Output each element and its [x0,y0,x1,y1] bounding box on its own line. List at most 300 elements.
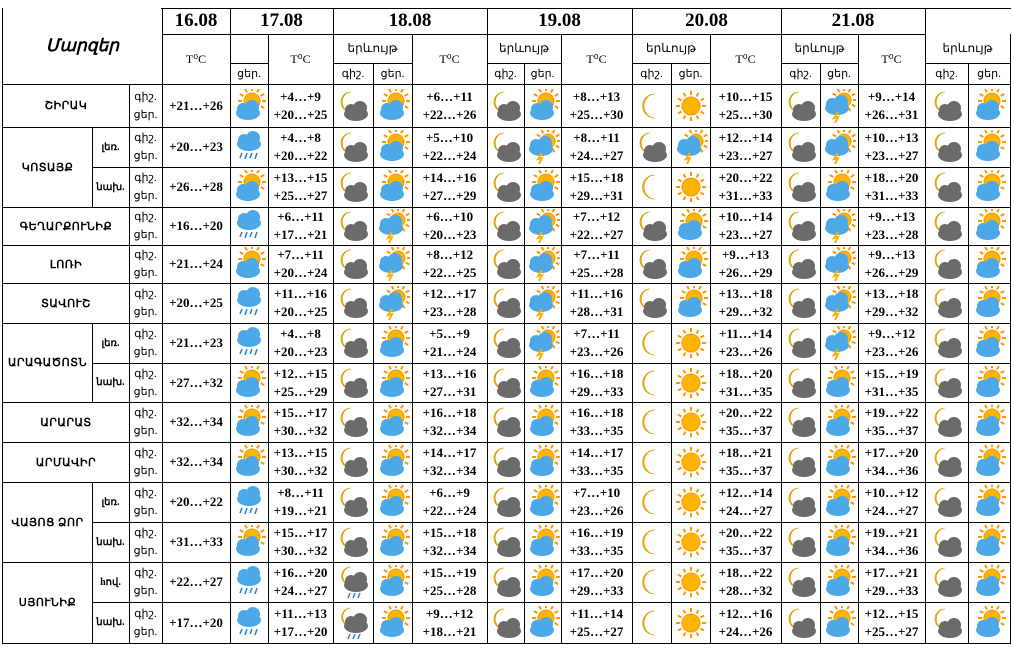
sun-cloud-icon [524,522,562,563]
sun-storm-icon [820,84,859,128]
moon-cloud-icon [333,207,374,246]
day-temp: +29…+33 [864,583,919,598]
night-label: գիշ. [134,90,157,103]
night-temp: +16…+18 [422,405,477,420]
day-temp: +30…+32 [273,463,328,478]
day-temp: +25…+27 [273,188,328,203]
moon-cloud-icon [781,167,821,208]
moon-cloud-icon [333,402,374,443]
day-temp: +31…+35 [864,383,919,399]
sun-cloud-icon [524,482,562,523]
sun-cloud-icon [230,402,269,443]
night-temp: +16…+18 [569,405,624,420]
sun-cloud-icon [968,245,1011,284]
temp-range [710,482,782,523]
moon-cloud-icon [925,323,969,364]
moon-cloud-icon [487,283,525,324]
temp-header: T⁰C [561,34,633,85]
night-label: գիշ. [134,567,157,579]
day-temp: +35…+37 [864,423,919,438]
rain-cloud-icon [230,283,269,324]
day-temp: +20…+24 [273,265,328,280]
period-label [129,283,163,324]
rain-cloud-icon [230,482,269,523]
night-temp: +11…+16 [569,286,624,301]
temp-range [561,245,633,284]
day-label: ցեր. [133,306,158,318]
region-5: ՏԱՎՈՒՇ [3,283,130,324]
night-label: գիշ. [134,367,157,380]
sun-cloud-icon [820,562,859,603]
moon-cloud-icon [925,402,969,443]
temp-range [561,363,633,403]
sun-cloud-icon [373,402,413,443]
sun-cloud-icon [524,442,562,483]
region-8: ԱՐԱՐԱՏ [3,402,130,443]
moon-cloud-icon [781,127,821,168]
sun-cloud-icon [230,442,269,483]
sun-cloud-icon [373,167,413,208]
night-temp: +13…+15 [273,445,328,460]
temp-range [268,84,334,128]
sun-icon [671,522,711,563]
sun-storm-icon [820,207,859,246]
temp-range [412,245,488,284]
moon-cloud-icon [333,482,374,523]
header-title: Մարզեր [3,8,163,85]
moon-cloud-icon [632,283,672,324]
day-label: ցեր. [133,465,158,477]
moon-cloud-icon [781,562,821,603]
day-label: ցեր. [133,585,158,597]
day-temp: +23…+26 [718,344,773,359]
night-temp: +15…+19 [422,565,477,580]
day-temp: +23…+27 [864,148,919,163]
temp-range [710,602,782,644]
night-temp: +18…+20 [864,170,919,185]
day-label: ցեր. [133,346,158,358]
temp-range [561,283,633,324]
moon-cloud-icon [781,482,821,523]
period-label [129,562,163,603]
temp-range [858,363,926,403]
moon-cloud-icon [487,207,525,246]
day-temp: +24…+27 [718,503,773,518]
moon-cloud-icon [781,402,821,443]
cloud-header: երևույթ [925,34,1011,64]
sun-icon [671,562,711,603]
night-temp: +4…+9 [280,88,321,104]
sun-storm-icon [524,323,562,364]
day-temp: +22…+24 [422,148,477,163]
temp-range [710,207,782,246]
sun-cloud-icon [968,562,1011,603]
moon-cloud-icon [487,522,525,563]
night-temp: +15…+17 [273,405,328,420]
temp-range [858,402,926,443]
region-3: ԳԵՂԱՐՔՈՒՆԻՔ [3,207,130,246]
temp-range [858,323,926,364]
night-temp: +20…+22 [718,405,773,420]
sun-cloud-icon [968,323,1011,364]
moon-cloud-icon [333,323,374,364]
day-temp: +25…+27 [569,623,624,639]
day-temp: +25…+28 [422,583,477,598]
temp-range [858,522,926,563]
temp-range [710,167,782,208]
night-label: գիշ. [134,288,157,300]
day-header: ցեր. [373,63,413,85]
region-9: ԱՐՄԱՎԻՐ [3,442,130,483]
moon-cloud-icon [925,482,969,523]
moon-cloud-icon [781,283,821,324]
period-label [129,207,163,246]
region-12: ՍՅՈՒՆԻՔ [3,562,93,644]
region-6: ԱՐԱԳԱԾՈՏՆ [3,323,93,403]
night-temp: +9…+12 [425,605,474,621]
temp-range [412,167,488,208]
sun-cloud-icon [373,602,413,644]
day-temp: +25…+29 [273,383,328,399]
day-temp: +20…+23 [422,227,477,242]
day-label: ցեր. [133,108,158,121]
night-temp: +19…+22 [864,405,919,420]
day-temp: +24…+26 [718,623,773,639]
period-label [129,482,163,523]
day-temp: +29…+32 [718,304,773,319]
temp-range [710,84,782,128]
night-temp: +10…+15 [718,88,773,104]
night-header: գիշ. [487,63,525,85]
moon-icon [632,84,672,128]
temp-range [710,323,782,364]
sun-storm-icon [524,245,562,284]
moon-cloud-icon [925,602,969,644]
day-temp: +29…+33 [569,583,624,598]
moon-cloud-icon [925,84,969,128]
night-temp: +6…+11 [277,209,324,224]
day-temp: +25…+27 [864,623,919,639]
region-0: ՇԻՐԱԿ [3,84,130,128]
temp-range [268,602,334,644]
period-label [129,323,163,364]
night-temp: +8…+11 [573,130,620,145]
night-temp: +9…+14 [867,88,916,104]
sun-cloud-icon [968,522,1011,563]
temp-range [412,127,488,168]
temp-range [858,602,926,644]
sun-icon [671,402,711,443]
moon-cloud-icon [632,245,672,284]
moon-cloud-icon [781,602,821,644]
temp-16: +21…+24 [162,245,231,284]
period-label [129,442,163,483]
moon-cloud-icon [925,207,969,246]
day-temp: +28…+32 [718,583,773,598]
day-temp: +23…+28 [422,304,477,319]
temp-range [561,442,633,483]
sun-cloud-icon [373,442,413,483]
day-temp: +26…+31 [864,106,919,122]
night-temp: +13…+18 [864,286,919,301]
date-18-08: 18.08 [333,8,488,35]
night-temp: +14…+16 [422,170,477,185]
rain-cloud-icon [230,562,269,603]
moon-cloud-icon [781,207,821,246]
night-temp: +13…+15 [273,170,328,185]
night-temp: +16…+18 [569,365,624,381]
night-temp: +18…+22 [718,565,773,580]
night-temp: +14…+17 [569,445,624,460]
sun-cloud-icon [968,363,1011,403]
temp-range [710,402,782,443]
moon-cloud-icon [333,363,374,403]
day-temp: +22…+26 [422,106,477,122]
sun-cloud-icon [524,602,562,644]
sun-cloud-icon [230,245,269,284]
temp-range [268,402,334,443]
subregion: նախ. [92,602,130,644]
day-temp: +27…+29 [422,188,477,203]
moon-cloud-icon [487,127,525,168]
night-temp: +5…+10 [425,130,474,145]
temp-range [561,562,633,603]
sun-storm-icon [524,127,562,168]
sun-cloud-icon [671,245,711,284]
moon-cloud-icon [781,442,821,483]
sun-cloud-icon [524,402,562,443]
moon-cloud-icon [925,522,969,563]
day-temp: +30…+32 [273,543,328,558]
subregion: լեռ. [92,127,130,168]
sun-cloud-icon [820,442,859,483]
sun-storm-icon [820,323,859,364]
day-temp: +35…+37 [718,543,773,558]
moon-cloud-icon [487,363,525,403]
moon-cloud-icon [487,167,525,208]
day-temp: +23…+28 [864,227,919,242]
rain-cloud-icon [230,207,269,246]
night-label: գիշ. [134,487,157,499]
temp-range [268,207,334,246]
cloud-header: երևույթ [333,34,413,64]
day-temp: +23…+26 [569,503,624,518]
day-temp: +31…+33 [718,188,773,203]
day-label: ցեր. [133,150,158,162]
sun-cloud-icon [968,442,1011,483]
sun-cloud-icon [968,207,1011,246]
moon-icon [632,402,672,443]
temp-range [268,245,334,284]
moon-cloud-icon [925,363,969,403]
temp-range [412,84,488,128]
day-temp: +24…+27 [569,148,624,163]
temp-range [561,84,633,128]
temp-range [268,442,334,483]
night-temp: +15…+18 [422,525,477,540]
moon-cloud-icon [781,363,821,403]
day-temp: +31…+35 [718,383,773,399]
moon-cloud-icon [632,127,672,168]
moon-cloud-icon [781,245,821,284]
night-temp: +10…+12 [864,485,919,500]
sun-storm-icon [373,245,413,284]
night-temp: +18…+21 [718,445,773,460]
temp-range [561,127,633,168]
moon-cloud-icon [333,245,374,284]
temp-range [561,323,633,364]
day-temp: +25…+30 [569,106,624,122]
day-temp: +34…+36 [864,463,919,478]
temp-16: +17…+20 [162,602,231,644]
temp-range [561,602,633,644]
night-temp: +11…+14 [569,605,624,621]
subregion: լեռ. [92,323,130,364]
moon-cloud-icon [487,402,525,443]
day-label: ցեր. [133,425,158,437]
sun-icon [671,363,711,403]
date-20-08: 20.08 [632,8,782,35]
day-temp: +18…+21 [422,623,477,639]
day-temp: +27…+31 [422,383,477,399]
sun-storm-icon [373,207,413,246]
night-temp: +19…+21 [864,525,919,540]
date-16-08: 16.08 [162,8,231,35]
day-temp: +20…+25 [273,304,328,319]
moon-icon [632,602,672,644]
day-label: ցեր. [133,229,158,241]
sun-cloud-icon [968,84,1011,128]
night-temp: +9…+13 [721,247,770,262]
day-temp: +17…+21 [273,227,328,242]
night-temp: +16…+19 [569,525,624,540]
moon-cloud-icon [925,283,969,324]
temp-range [858,562,926,603]
night-temp: +13…+16 [422,365,477,381]
moon-cloud-icon [487,442,525,483]
temp-range [268,482,334,523]
sun-cloud-icon [373,127,413,168]
temp-range [412,402,488,443]
temp-header: T⁰C [858,34,926,85]
subregion: նախ. [92,167,130,208]
moon-cloud-icon [333,283,374,324]
sun-cloud-icon [968,167,1011,208]
period-label [129,245,163,284]
temp-range [412,323,488,364]
sun-cloud-icon [373,84,413,128]
day-temp: +30…+32 [273,423,328,438]
moon-cloud-icon [925,127,969,168]
temp-16: +31…+33 [162,522,231,563]
temp-range [710,442,782,483]
day-temp: +20…+23 [273,344,328,359]
day-header: ցեր. [524,63,562,85]
day-header: ցեր. [671,63,711,85]
sun-icon [671,167,711,208]
night-temp: +9…+13 [867,209,916,224]
night-temp: +12…+15 [273,365,328,381]
temp-range [858,207,926,246]
day-label: ցեր. [133,267,158,279]
temp-range [561,402,633,443]
day-label: ցեր. [133,625,158,638]
date-17-08: 17.08 [230,8,334,35]
period-label [129,602,163,644]
day-temp: +26…+29 [718,265,773,280]
sun-cloud-icon [968,402,1011,443]
moon-cloud-icon [487,84,525,128]
day-temp: +19…+21 [273,503,328,518]
sun-cloud-icon [968,602,1011,644]
temp-16: +22…+27 [162,562,231,603]
day-temp: +28…+31 [569,304,624,319]
night-temp: +5…+9 [429,326,470,341]
night-header: գիշ. [632,63,672,85]
temp-range [858,442,926,483]
temp-range [412,207,488,246]
night-temp: +4…+8 [280,130,321,145]
cloud-header: երևույթ [487,34,562,64]
sun-cloud-icon [820,167,859,208]
day-temp: +33…+35 [569,423,624,438]
temp-range [412,562,488,603]
sun-storm-icon [373,283,413,324]
sun-cloud-icon [373,323,413,364]
night-temp: +13…+18 [718,286,773,301]
temp-range [412,363,488,403]
night-temp: +8…+11 [277,485,324,500]
subregion: նախ. [92,522,130,563]
night-temp: +11…+14 [718,326,773,341]
day-header-16: ցեր. [230,63,269,85]
night-temp: +20…+22 [718,525,773,540]
rain-cloud-icon [230,323,269,364]
sun-cloud-icon [524,84,562,128]
day-temp: +24…+27 [864,503,919,518]
sun-cloud-icon [820,522,859,563]
moon-cloud-icon [925,245,969,284]
temp-range [858,245,926,284]
temp-16: +32…+34 [162,442,231,483]
sun-cloud-icon [820,482,859,523]
night-label: գիշ. [134,132,157,144]
temp-range [858,482,926,523]
temp-16: +16…+20 [162,207,231,246]
temp-range [858,127,926,168]
day-temp: +17…+20 [273,623,328,639]
sun-storm-icon [671,127,711,168]
day-temp: +23…+26 [569,344,624,359]
moon-cloud-icon [781,522,821,563]
sun-cloud-icon [373,363,413,403]
cloud-header: երևույթ [781,34,859,64]
night-temp: +8…+12 [425,247,474,262]
night-temp: +11…+13 [273,605,328,621]
temp-range [561,207,633,246]
day-temp: +35…+37 [718,463,773,478]
sun-cloud-icon [524,167,562,208]
night-temp: +14…+17 [422,445,477,460]
day-temp: +22…+24 [422,503,477,518]
temp-range [561,167,633,208]
period-label [129,167,163,208]
moon-cloud-icon [487,602,525,644]
night-temp: +12…+17 [422,286,477,301]
date-21-08: 21.08 [781,8,926,35]
moon-cloud-icon [925,442,969,483]
sun-cloud-icon [230,522,269,563]
